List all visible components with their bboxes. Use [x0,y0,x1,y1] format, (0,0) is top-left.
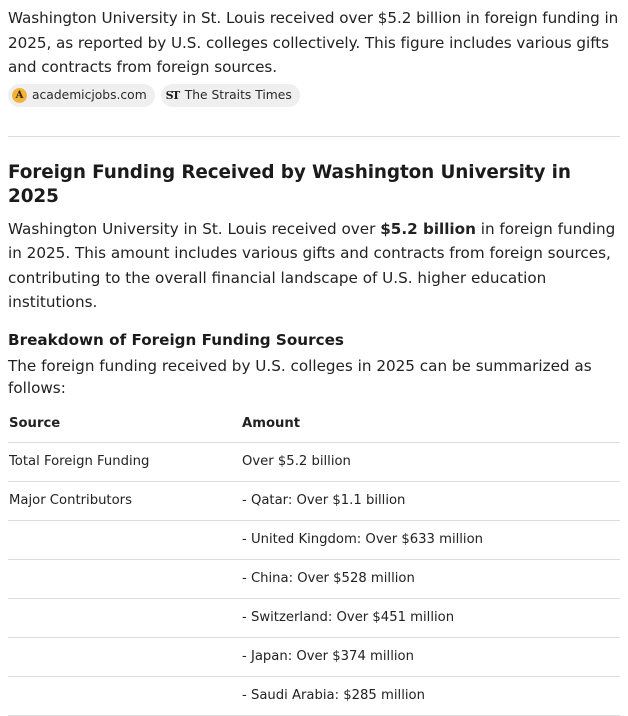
cell-source [8,598,241,637]
breakdown-intro: The foreign funding received by U.S. colleges in 2025 can be summarized as follows: [8,356,592,397]
cell-source: Total Foreign Funding [8,442,241,481]
cell-amount: - Saudi Arabia: $285 million [241,676,620,715]
table-row [8,637,620,676]
cell-amount: - Switzerland: Over $451 million [241,598,620,637]
cell-amount: - China: Over $528 million [241,559,620,598]
section-paragraph [8,217,620,315]
paragraph-highlight-amount: $5.2 billion [380,219,476,238]
answer-content [8,0,620,716]
cell-amount: Over $5.2 billion [241,442,620,481]
source-chip-straits-times[interactable] [161,84,300,107]
cell-source [8,676,241,715]
section-title: Foreign Funding Received by Washington University in 2025 [8,161,571,207]
funding-table [8,416,620,716]
straits-times-logo-icon: ST [165,88,179,102]
breakdown-title: Breakdown of Foreign Funding Sources [8,330,344,349]
source-chip-label: The Straits Times [184,88,292,102]
section-divider [8,136,620,137]
cell-source [8,520,241,559]
cell-source [8,637,241,676]
cell-amount: - Qatar: Over $1.1 billion [241,481,620,520]
table-row [8,520,620,559]
cell-source: Major Contributors [8,481,241,520]
summary-paragraph: Washington University in St. Louis received over $5.2 billion in foreign funding in 2025, as reported by U.S. colleges collectively. This figure includes various gifts and contracts from foreign sources. [8,9,619,76]
table-header-row [8,416,620,443]
source-chip-academicjobs[interactable] [8,84,155,107]
column-header-source: Source [8,416,241,443]
paragraph-text-end: in foreign funding in 2025. This amount includes various gifts and contracts from foreign sources, contributing to the overall financial landscape of U.S. higher education institutions. [8,219,616,311]
table-row [8,481,620,520]
table-row [8,676,620,715]
table-row [8,598,620,637]
academicjobs-logo-icon: A [12,88,27,103]
paragraph-text-start: Washington University in St. Louis received over [8,219,381,238]
table-row [8,559,620,598]
cell-source [8,559,241,598]
table-row [8,442,620,481]
column-header-amount: Amount [241,416,620,443]
cell-amount: - United Kingdom: Over $633 million [241,520,620,559]
source-chip-label: academicjobs.com [32,88,147,102]
cell-amount: - Japan: Over $374 million [241,637,620,676]
source-chips [8,84,620,108]
